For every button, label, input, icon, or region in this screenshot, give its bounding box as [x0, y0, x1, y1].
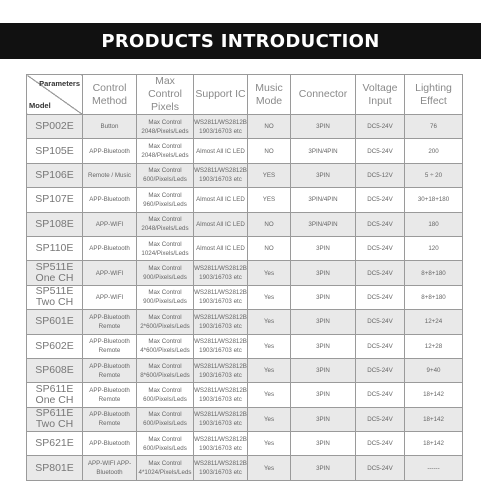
table-row [27, 212, 463, 236]
control-method-cell: APP-WIFI [83, 212, 137, 236]
model-cell: SP105E [27, 139, 83, 163]
support-ic-cell: Almost All IC LED [194, 236, 248, 260]
control-method-cell: APP-Bluetooth [83, 432, 137, 456]
control-method-cell: Button [83, 115, 137, 139]
max-pixels-cell: Max Control 600/Pixels/Leds [137, 407, 194, 431]
connector-cell: 3PIN [291, 163, 356, 187]
music-mode-cell: NO [248, 115, 291, 139]
voltage-cell: DC5-24V [356, 407, 405, 431]
header-music-mode: Music Mode [248, 75, 291, 115]
voltage-cell: DC5-24V [356, 236, 405, 260]
table-row [27, 407, 463, 431]
connector-cell: 3PIN [291, 261, 356, 285]
support-ic-cell: WS2811/WS2812B 1903/16703 etc [194, 456, 248, 480]
table-header-row [27, 75, 463, 115]
support-ic-cell: WS2811/WS2812B 1903/16703 etc [194, 310, 248, 334]
table-row [27, 285, 463, 309]
model-cell: SP110E [27, 236, 83, 260]
music-mode-cell: Yes [248, 285, 291, 309]
support-ic-cell: WS2811/WS2812B 1903/16703 etc [194, 383, 248, 407]
lighting-effect-cell: 30+18+180 [405, 188, 463, 212]
max-pixels-cell: Max Control 960/Pixels/Leds [137, 188, 194, 212]
music-mode-cell: Yes [248, 456, 291, 480]
lighting-effect-cell: 12+24 [405, 310, 463, 334]
header-support-ic: Support IC [194, 75, 248, 115]
music-mode-cell: Yes [248, 358, 291, 382]
model-cell: SP511E One CH [27, 261, 83, 285]
model-cell: SP601E [27, 310, 83, 334]
lighting-effect-cell: 76 [405, 115, 463, 139]
voltage-cell: DC5-24V [356, 456, 405, 480]
model-cell: SP108E [27, 212, 83, 236]
lighting-effect-cell: 18+142 [405, 407, 463, 431]
page-title: PRODUCTS INTRODUCTION [101, 30, 380, 52]
model-cell: SP611E One CH [27, 383, 83, 407]
header-voltage-input: Voltage Input [356, 75, 405, 115]
lighting-effect-cell: 18+142 [405, 383, 463, 407]
lighting-effect-cell: ------ [405, 456, 463, 480]
connector-cell: 3PIN [291, 358, 356, 382]
voltage-cell: DC5-24V [356, 358, 405, 382]
table-row [27, 432, 463, 456]
connector-cell: 3PIN [291, 432, 356, 456]
support-ic-cell: Almost All IC LED [194, 139, 248, 163]
max-pixels-cell: Max Control 4*600/Pixels/Leds [137, 334, 194, 358]
max-pixels-cell: Max Control 600/Pixels/Leds [137, 163, 194, 187]
support-ic-cell: WS2811/WS2812B 1903/16703 etc [194, 407, 248, 431]
music-mode-cell: Yes [248, 261, 291, 285]
connector-cell: 3PIN [291, 115, 356, 139]
control-method-cell: APP-Bluetooth Remote [83, 310, 137, 334]
max-pixels-cell: Max Control 600/Pixels/Leds [137, 432, 194, 456]
table-row [27, 139, 463, 163]
model-cell: SP611E Two CH [27, 407, 83, 431]
voltage-cell: DC5-12V [356, 163, 405, 187]
control-method-cell: APP-WIFI [83, 261, 137, 285]
lighting-effect-cell: 180 [405, 212, 463, 236]
max-pixels-cell: Max Control 8*600/Pixels/Leds [137, 358, 194, 382]
model-cell: SP621E [27, 432, 83, 456]
connector-cell: 3PIN/4PIN [291, 139, 356, 163]
control-method-cell: APP-Bluetooth Remote [83, 407, 137, 431]
header-parameters: Parameters [39, 79, 80, 88]
header-parameters-model [27, 75, 83, 115]
connector-cell: 3PIN [291, 407, 356, 431]
control-method-cell: APP-Bluetooth [83, 236, 137, 260]
support-ic-cell: WS2811/WS2812B 1903/16703 etc [194, 334, 248, 358]
header-model: Model [29, 101, 51, 110]
voltage-cell: DC5-24V [356, 188, 405, 212]
lighting-effect-cell: 120 [405, 236, 463, 260]
control-method-cell: APP-Bluetooth Remote [83, 334, 137, 358]
lighting-effect-cell: 18+142 [405, 432, 463, 456]
music-mode-cell: Yes [248, 310, 291, 334]
control-method-cell: APP-WIFI APP-Bluetooth [83, 456, 137, 480]
table-row [27, 188, 463, 212]
max-pixels-cell: Max Control 2048/Pixels/Leds [137, 115, 194, 139]
voltage-cell: DC5-24V [356, 383, 405, 407]
support-ic-cell: WS2811/WS2812B 1903/16703 etc [194, 432, 248, 456]
max-pixels-cell: Max Control 4*1024/Pixels/Leds [137, 456, 194, 480]
control-method-cell: APP-Bluetooth Remote [83, 358, 137, 382]
max-pixels-cell: Max Control 2048/Pixels/Leds [137, 212, 194, 236]
model-cell: SP106E [27, 163, 83, 187]
table-row [27, 334, 463, 358]
voltage-cell: DC5-24V [356, 261, 405, 285]
connector-cell: 3PIN/4PIN [291, 212, 356, 236]
connector-cell: 3PIN [291, 456, 356, 480]
control-method-cell: APP-Bluetooth [83, 139, 137, 163]
table-row [27, 456, 463, 480]
connector-cell: 3PIN [291, 310, 356, 334]
music-mode-cell: Yes [248, 407, 291, 431]
control-method-cell: APP-Bluetooth [83, 188, 137, 212]
max-pixels-cell: Max Control 900/Pixels/Leds [137, 261, 194, 285]
connector-cell: 3PIN [291, 285, 356, 309]
voltage-cell: DC5-24V [356, 334, 405, 358]
table-body [27, 115, 463, 481]
lighting-effect-cell: 8+8+180 [405, 261, 463, 285]
header-lighting-effect: Lighting Effect [405, 75, 463, 115]
music-mode-cell: NO [248, 212, 291, 236]
support-ic-cell: WS2811/WS2812B 1903/16703 etc [194, 358, 248, 382]
connector-cell: 3PIN [291, 334, 356, 358]
voltage-cell: DC5-24V [356, 285, 405, 309]
model-cell: SP608E [27, 358, 83, 382]
model-cell: SP801E [27, 456, 83, 480]
control-method-cell: Remote / Music [83, 163, 137, 187]
products-table [26, 74, 463, 481]
table-row [27, 236, 463, 260]
lighting-effect-cell: 200 [405, 139, 463, 163]
lighting-effect-cell: 8+8+180 [405, 285, 463, 309]
header-max-control-pixels: Max Control Pixels [137, 75, 194, 115]
music-mode-cell: Yes [248, 383, 291, 407]
voltage-cell: DC5-24V [356, 310, 405, 334]
support-ic-cell: WS2811/WS2812B 1903/16703 etc [194, 115, 248, 139]
music-mode-cell: Yes [248, 334, 291, 358]
music-mode-cell: NO [248, 236, 291, 260]
voltage-cell: DC5-24V [356, 115, 405, 139]
connector-cell: 3PIN [291, 236, 356, 260]
table-row [27, 383, 463, 407]
music-mode-cell: YES [248, 163, 291, 187]
max-pixels-cell: Max Control 2048/Pixels/Leds [137, 139, 194, 163]
voltage-cell: DC5-24V [356, 432, 405, 456]
model-cell: SP511E Two CH [27, 285, 83, 309]
support-ic-cell: Almost All IC LED [194, 188, 248, 212]
model-cell: SP002E [27, 115, 83, 139]
table-row [27, 358, 463, 382]
music-mode-cell: Yes [248, 432, 291, 456]
music-mode-cell: NO [248, 139, 291, 163]
table-row [27, 115, 463, 139]
voltage-cell: DC5-24V [356, 212, 405, 236]
support-ic-cell: WS2811/WS2812B 1903/16703 etc [194, 261, 248, 285]
max-pixels-cell: Max Control 600/Pixels/Leds [137, 383, 194, 407]
control-method-cell: APP-Bluetooth Remote [83, 383, 137, 407]
music-mode-cell: YES [248, 188, 291, 212]
products-table-container [26, 74, 462, 481]
table-row [27, 261, 463, 285]
support-ic-cell: Almost All IC LED [194, 212, 248, 236]
title-banner [0, 23, 481, 59]
connector-cell: 3PIN [291, 383, 356, 407]
max-pixels-cell: Max Control 1024/Pixels/Leds [137, 236, 194, 260]
header-control-method: Control Method [83, 75, 137, 115]
voltage-cell: DC5-24V [356, 139, 405, 163]
lighting-effect-cell: 5 ÷ 20 [405, 163, 463, 187]
max-pixels-cell: Max Control 900/Pixels/Leds [137, 285, 194, 309]
connector-cell: 3PIN/4PIN [291, 188, 356, 212]
lighting-effect-cell: 12+28 [405, 334, 463, 358]
model-cell: SP107E [27, 188, 83, 212]
max-pixels-cell: Max Control 2*600/Pixels/Leds [137, 310, 194, 334]
lighting-effect-cell: 9+40 [405, 358, 463, 382]
support-ic-cell: WS2811/WS2812B 1903/16703 etc [194, 285, 248, 309]
table-row [27, 310, 463, 334]
model-cell: SP602E [27, 334, 83, 358]
table-row [27, 163, 463, 187]
header-connector: Connector [291, 75, 356, 115]
control-method-cell: APP-WIFI [83, 285, 137, 309]
support-ic-cell: WS2811/WS2812B 1903/16703 etc [194, 163, 248, 187]
